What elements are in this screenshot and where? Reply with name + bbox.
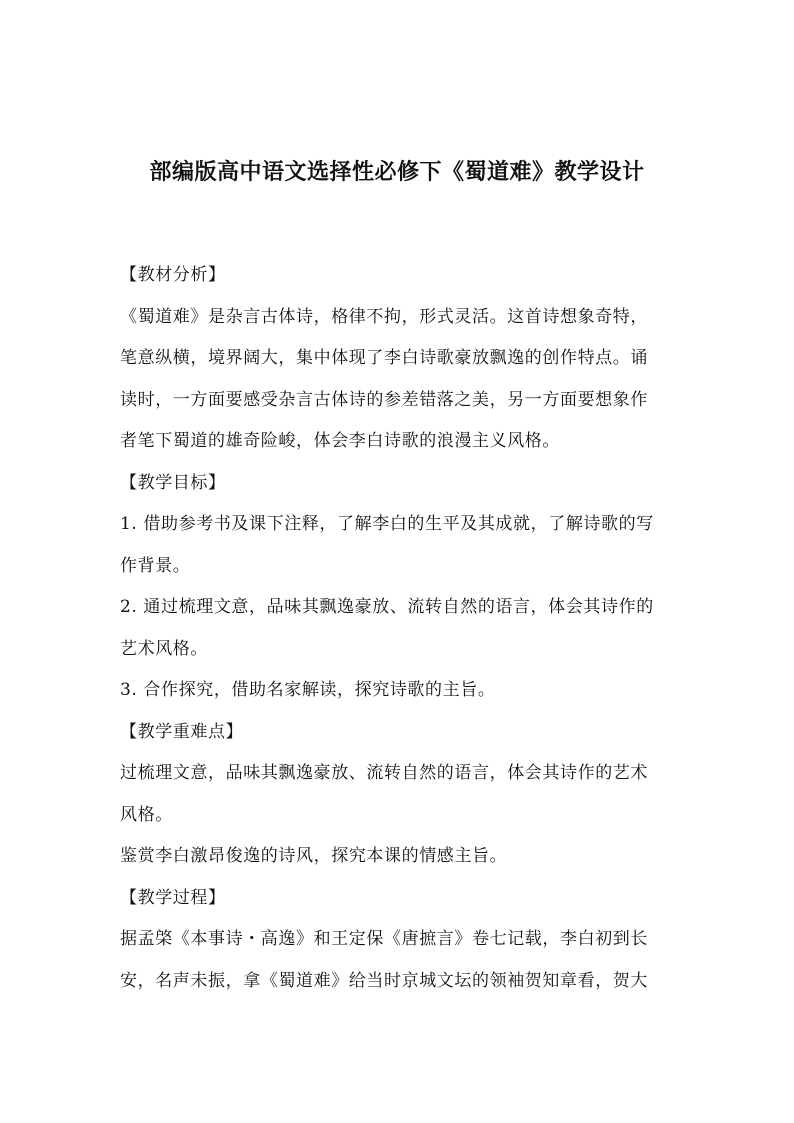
- section-heading-teaching-goals: 【教学目标】: [120, 472, 226, 493]
- section-heading-teaching-process: 【教学过程】: [120, 887, 226, 908]
- paragraph-line: 据孟棨《本事诗・高逸》和王定保《唐摭言》卷七记载，李白初到长: [120, 929, 648, 949]
- paragraph-line: 《蜀道难》是杂言古体诗，格律不拘，形式灵活。这首诗想象奇特，: [120, 306, 648, 327]
- paragraph-line: 安，名声未振，拿《蜀道难》给当时京城文坛的领袖贺知章看，贺大: [120, 970, 648, 991]
- section-heading-key-points: 【教学重难点】: [120, 721, 244, 742]
- paragraph-line: 读时，一方面要感受杂言古体诗的参差错落之美，另一方面要想象作: [120, 389, 648, 410]
- paragraph-line: 者笔下蜀道的雄奇险峻，体会李白诗歌的浪漫主义风格。: [120, 431, 560, 451]
- list-item-line: 艺术风格。: [120, 638, 208, 659]
- list-item-line: 1. 借助参考书及课下注释，了解李白的生平及其成就，了解诗歌的写: [120, 514, 654, 534]
- paragraph-line: 鉴赏李白激昂俊逸的诗风，探究本课的情感主旨。: [120, 846, 508, 866]
- list-item-line: 作背景。: [120, 555, 191, 576]
- section-heading-textbook-analysis: 【教材分析】: [120, 265, 226, 285]
- paragraph-line: 过梳理文意，品味其飘逸豪放、流转自然的语言，体会其诗作的艺术: [120, 763, 648, 783]
- document-title: 部编版高中语文选择性必修下《蜀道难》教学设计: [149, 160, 645, 185]
- paragraph-line: 风格。: [120, 804, 173, 825]
- list-item-line: 3. 合作探究，借助名家解读，探究诗歌的主旨。: [120, 680, 496, 700]
- document-body: [120, 255, 685, 1002]
- paragraph-line: 笔意纵横，境界阔大，集中体现了李白诗歌豪放飘逸的创作特点。诵: [120, 348, 648, 368]
- list-item-line: 2. 通过梳理文意，品味其飘逸豪放、流转自然的语言，体会其诗作的: [120, 597, 654, 617]
